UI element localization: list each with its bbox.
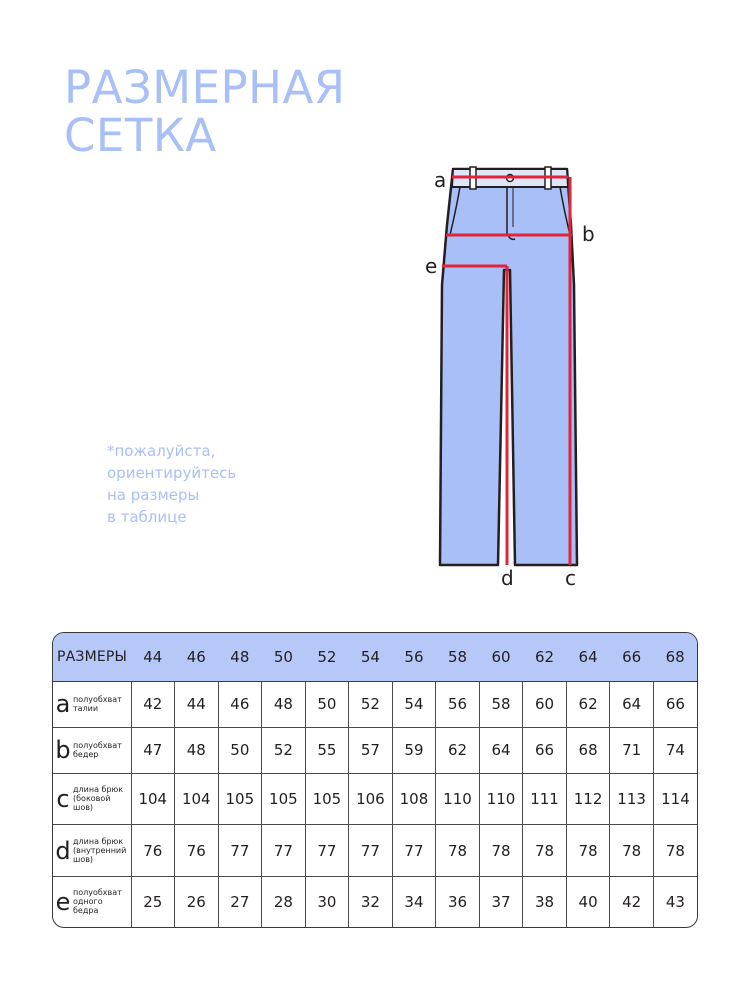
- table-cell: 42: [610, 876, 654, 927]
- measurement-row-b: [53, 727, 697, 773]
- table-cell: 32: [349, 876, 393, 927]
- size-header: 44: [143, 647, 163, 666]
- row-letter: c: [56, 784, 70, 813]
- table-cell: 111: [523, 773, 567, 825]
- table-cell: 106: [349, 773, 393, 825]
- row-description-line: (внутренний: [73, 846, 127, 856]
- table-cell: 77: [305, 825, 349, 877]
- size-header: 62: [535, 647, 555, 666]
- size-header: 46: [186, 647, 206, 666]
- size-note: [107, 440, 236, 528]
- row-label: [53, 825, 131, 877]
- table-cell: 37: [479, 876, 523, 927]
- table-cell: 77: [349, 825, 393, 877]
- table-cell: 50: [305, 681, 349, 727]
- row-description: [73, 888, 122, 915]
- table-cell: 110: [479, 773, 523, 825]
- table-cell: 78: [566, 825, 610, 877]
- table-cell: 47: [131, 727, 175, 773]
- row-description-line: бедра: [73, 906, 99, 916]
- table-cell: 68: [566, 727, 610, 773]
- table-cell: 105: [262, 773, 306, 825]
- table-cell: 52: [262, 727, 306, 773]
- table-cell: 50: [218, 727, 262, 773]
- size-table: [52, 632, 698, 928]
- measurement-row-d: [53, 825, 697, 877]
- table-cell: 59: [392, 727, 436, 773]
- table-cell: 27: [218, 876, 262, 927]
- table-cell: 44: [175, 681, 219, 727]
- row-description-line: полуобхват: [73, 741, 122, 751]
- table-cell: 64: [479, 727, 523, 773]
- size-header: 58: [447, 647, 468, 666]
- table-cell: 112: [566, 773, 610, 825]
- table-cell: 78: [610, 825, 654, 877]
- row-description-line: бедер: [73, 750, 99, 760]
- table-cell: 77: [218, 825, 262, 877]
- row-description-line: полуобхват: [73, 888, 122, 898]
- note-line: в таблице: [107, 508, 187, 526]
- table-cell: 105: [305, 773, 349, 825]
- table-cell: 48: [175, 727, 219, 773]
- title-line-2: СЕТКА: [64, 109, 217, 162]
- table-cell: 77: [392, 825, 436, 877]
- label-e: e: [425, 254, 438, 278]
- row-letter: a: [55, 690, 71, 719]
- title-line-1: РАЗМЕРНАЯ: [64, 61, 346, 114]
- table-cell: 78: [653, 825, 697, 877]
- row-label: [53, 727, 131, 773]
- table-cell: 110: [436, 773, 480, 825]
- row-description-line: талии: [73, 704, 99, 714]
- table-cell: 40: [566, 876, 610, 927]
- table-cell: 30: [305, 876, 349, 927]
- measurement-row-c: [53, 773, 697, 825]
- table-cell: 113: [610, 773, 654, 825]
- measurement-row-e: [53, 876, 697, 927]
- note-line: на размеры: [107, 486, 200, 504]
- table-cell: 34: [392, 876, 436, 927]
- row-description-line: шов): [73, 803, 94, 813]
- table-cell: 78: [436, 825, 480, 877]
- table-cell: 104: [175, 773, 219, 825]
- size-header: 68: [665, 647, 685, 666]
- size-header: 48: [230, 647, 250, 666]
- table-cell: 105: [218, 773, 262, 825]
- row-description: [73, 695, 122, 713]
- table-cell: 43: [653, 876, 697, 927]
- table-cell: 56: [436, 681, 480, 727]
- table-cell: 62: [436, 727, 480, 773]
- row-description: [73, 837, 126, 864]
- size-header: 50: [273, 647, 293, 666]
- table-cell: 78: [479, 825, 523, 877]
- label-a: a: [434, 168, 447, 192]
- row-description-line: шов): [73, 855, 94, 865]
- row-description: [73, 785, 123, 812]
- row-label: [53, 773, 131, 825]
- table-cell: 62: [566, 681, 610, 727]
- label-c: c: [565, 566, 576, 590]
- pants-diagram: [420, 155, 620, 595]
- header-label: РАЗМЕРЫ: [57, 648, 128, 665]
- table-cell: 71: [610, 727, 654, 773]
- row-description: [73, 741, 122, 759]
- row-label: [53, 681, 131, 727]
- table-cell: 77: [262, 825, 306, 877]
- table-cell: 60: [523, 681, 567, 727]
- table-cell: 108: [392, 773, 436, 825]
- row-description-line: длина брюк: [73, 837, 124, 847]
- size-header: 60: [491, 647, 511, 666]
- table-cell: 48: [262, 681, 306, 727]
- note-line: *пожалуйста,: [107, 442, 216, 460]
- table-cell: 28: [262, 876, 306, 927]
- note-line: ориентируйтесь: [107, 464, 237, 482]
- table-cell: 66: [523, 727, 567, 773]
- table-cell: 46: [218, 681, 262, 727]
- table-cell: 36: [436, 876, 480, 927]
- table-cell: 38: [523, 876, 567, 927]
- size-header-row: [53, 633, 697, 681]
- table-cell: 114: [653, 773, 697, 825]
- table-cell: 76: [131, 825, 175, 877]
- table-cell: 74: [653, 727, 697, 773]
- table-cell: 64: [610, 681, 654, 727]
- row-label: [53, 876, 131, 927]
- table-cell: 78: [523, 825, 567, 877]
- table-cell: 58: [479, 681, 523, 727]
- table-cell: 42: [131, 681, 175, 727]
- label-d: d: [501, 566, 514, 590]
- table-cell: 52: [349, 681, 393, 727]
- table-cell: 25: [131, 876, 175, 927]
- table-cell: 26: [175, 876, 219, 927]
- row-letter: b: [55, 736, 71, 765]
- row-description-line: одного: [73, 897, 103, 907]
- table-cell: 66: [653, 681, 697, 727]
- size-header: 64: [578, 647, 598, 666]
- row-description-line: длина брюк: [73, 785, 124, 795]
- row-letter: e: [55, 887, 71, 916]
- page-title: [64, 61, 346, 162]
- table-cell: 54: [392, 681, 436, 727]
- row-letter: d: [55, 836, 71, 865]
- table-cell: 76: [175, 825, 219, 877]
- table-cell: 104: [131, 773, 175, 825]
- measurement-row-a: [53, 681, 697, 727]
- size-header: 54: [360, 647, 380, 666]
- table-cell: 57: [349, 727, 393, 773]
- size-header: 56: [404, 647, 424, 666]
- size-header: 52: [317, 647, 337, 666]
- size-header: 66: [622, 647, 642, 666]
- table-cell: 55: [305, 727, 349, 773]
- label-b: b: [582, 222, 595, 246]
- row-description-line: полуобхват: [73, 695, 122, 705]
- row-description-line: (боковой: [73, 794, 111, 804]
